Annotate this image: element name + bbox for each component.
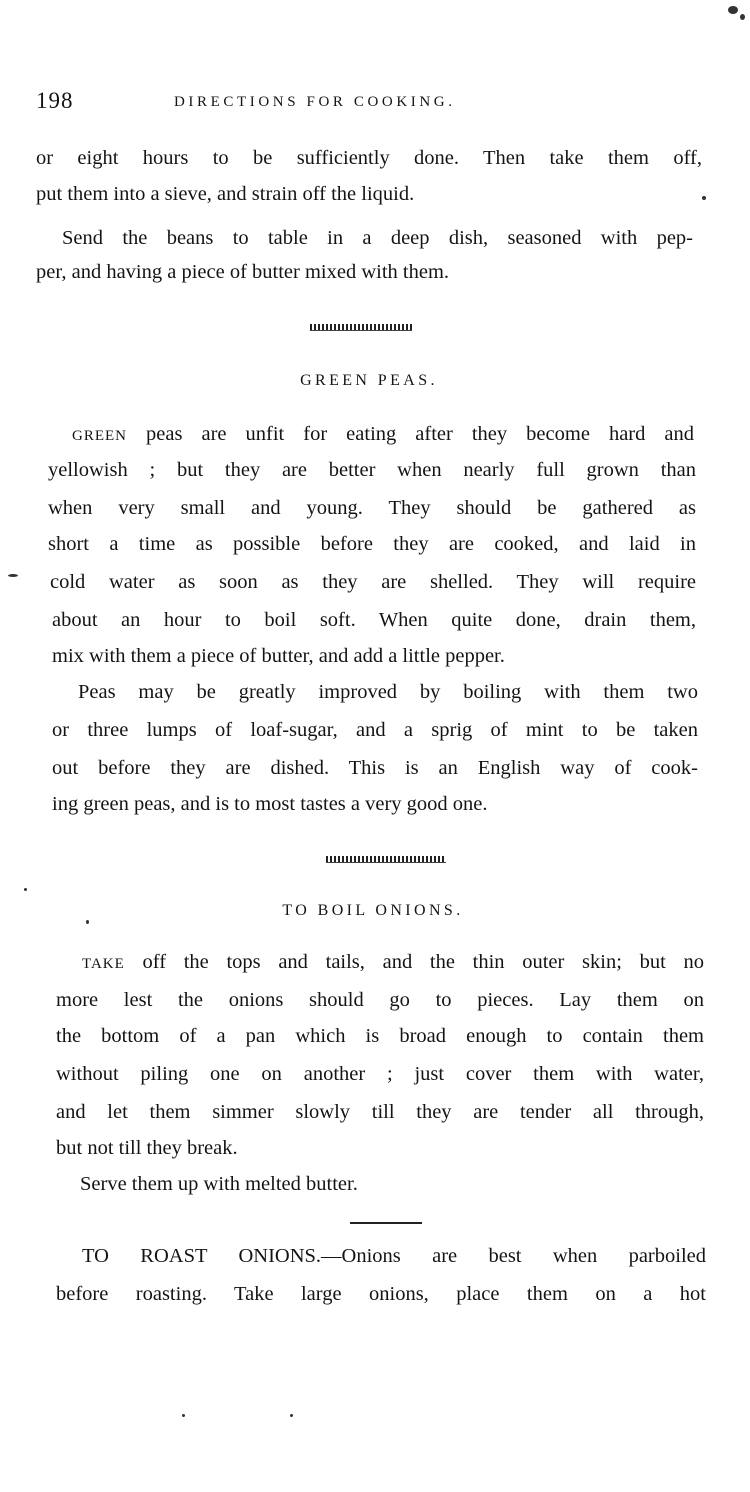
body-line: or eight hours to be sufficiently done. Then take them off, bbox=[36, 147, 702, 169]
body-line: per, and having a piece of butter mixed with them. bbox=[36, 261, 450, 283]
paragraph-first-line bbox=[82, 944, 704, 982]
body-line: about an hour to boil soft. When quite done, drain them, bbox=[52, 609, 696, 631]
section-heading-green-peas: GREEN PEAS. bbox=[300, 372, 438, 389]
body-line: short a time as possible before they are cooked, and laid in bbox=[48, 533, 696, 555]
body-line: put them into a sieve, and strain off the liquid. bbox=[36, 183, 415, 205]
body-line: cold water as soon as they are shelled. They will require bbox=[50, 571, 696, 593]
run-in-heading: TO ROAST ONIONS. bbox=[82, 1245, 322, 1267]
section-divider bbox=[310, 324, 412, 331]
paragraph-first-line bbox=[72, 416, 694, 454]
section-divider bbox=[326, 856, 446, 863]
body-line: the bottom of a pan which is broad enough to contain them bbox=[56, 1025, 704, 1047]
section-heading-boil-onions: TO BOIL ONIONS. bbox=[282, 902, 464, 919]
body-line: mix with them a piece of butter, and add a little pepper. bbox=[52, 645, 505, 667]
body-line: or three lumps of loaf-sugar, and a sprig of mint to be taken bbox=[52, 719, 698, 741]
running-title: DIRECTIONS FOR COOKING. bbox=[174, 94, 456, 110]
body-line: yellowish ; but they are better when nearly full grown than bbox=[48, 459, 696, 481]
page-number: 198 bbox=[36, 88, 74, 113]
scan-speck bbox=[290, 1414, 293, 1417]
body-line: but not till they break. bbox=[56, 1137, 238, 1159]
paragraph-first-line bbox=[82, 1238, 706, 1274]
section-divider bbox=[350, 1222, 422, 1224]
body-line: before roasting. Take large onions, place them on a hot bbox=[56, 1283, 706, 1305]
body-line: Serve them up with melted butter. bbox=[80, 1173, 358, 1195]
body-line: out before they are dished. This is an English way of cook- bbox=[52, 757, 698, 779]
body-line: and let them simmer slowly till they are tender all through, bbox=[56, 1101, 704, 1123]
body-line: more lest the onions should go to pieces. Lay them on bbox=[56, 989, 704, 1011]
body-line: Peas may be greatly improved by boiling with them two bbox=[78, 681, 698, 703]
body-line: Send the beans to table in a deep dish, seasoned with pep- bbox=[62, 227, 693, 249]
lead-word: GREEN bbox=[72, 428, 127, 444]
line-rest: off the tops and tails, and the thin outer skin; but no bbox=[124, 951, 704, 973]
lead-word: TAKE bbox=[82, 956, 125, 972]
body-line: without piling one on another ; just cover them with water, bbox=[56, 1063, 704, 1085]
scan-speck bbox=[740, 14, 745, 20]
scan-speck bbox=[8, 574, 18, 577]
scan-speck bbox=[86, 920, 89, 924]
line-rest: peas are unfit for eating after they become hard and bbox=[127, 423, 694, 445]
line-rest: —Onions are best when parboiled bbox=[321, 1245, 706, 1267]
body-line: when very small and young. They should be gathered as bbox=[48, 497, 696, 519]
page-header bbox=[36, 88, 706, 122]
scan-speck bbox=[702, 196, 706, 200]
scan-speck bbox=[182, 1414, 185, 1417]
scan-speck bbox=[24, 888, 27, 891]
scan-speck bbox=[728, 6, 738, 14]
body-line: ing green peas, and is to most tastes a very good one. bbox=[52, 793, 488, 815]
